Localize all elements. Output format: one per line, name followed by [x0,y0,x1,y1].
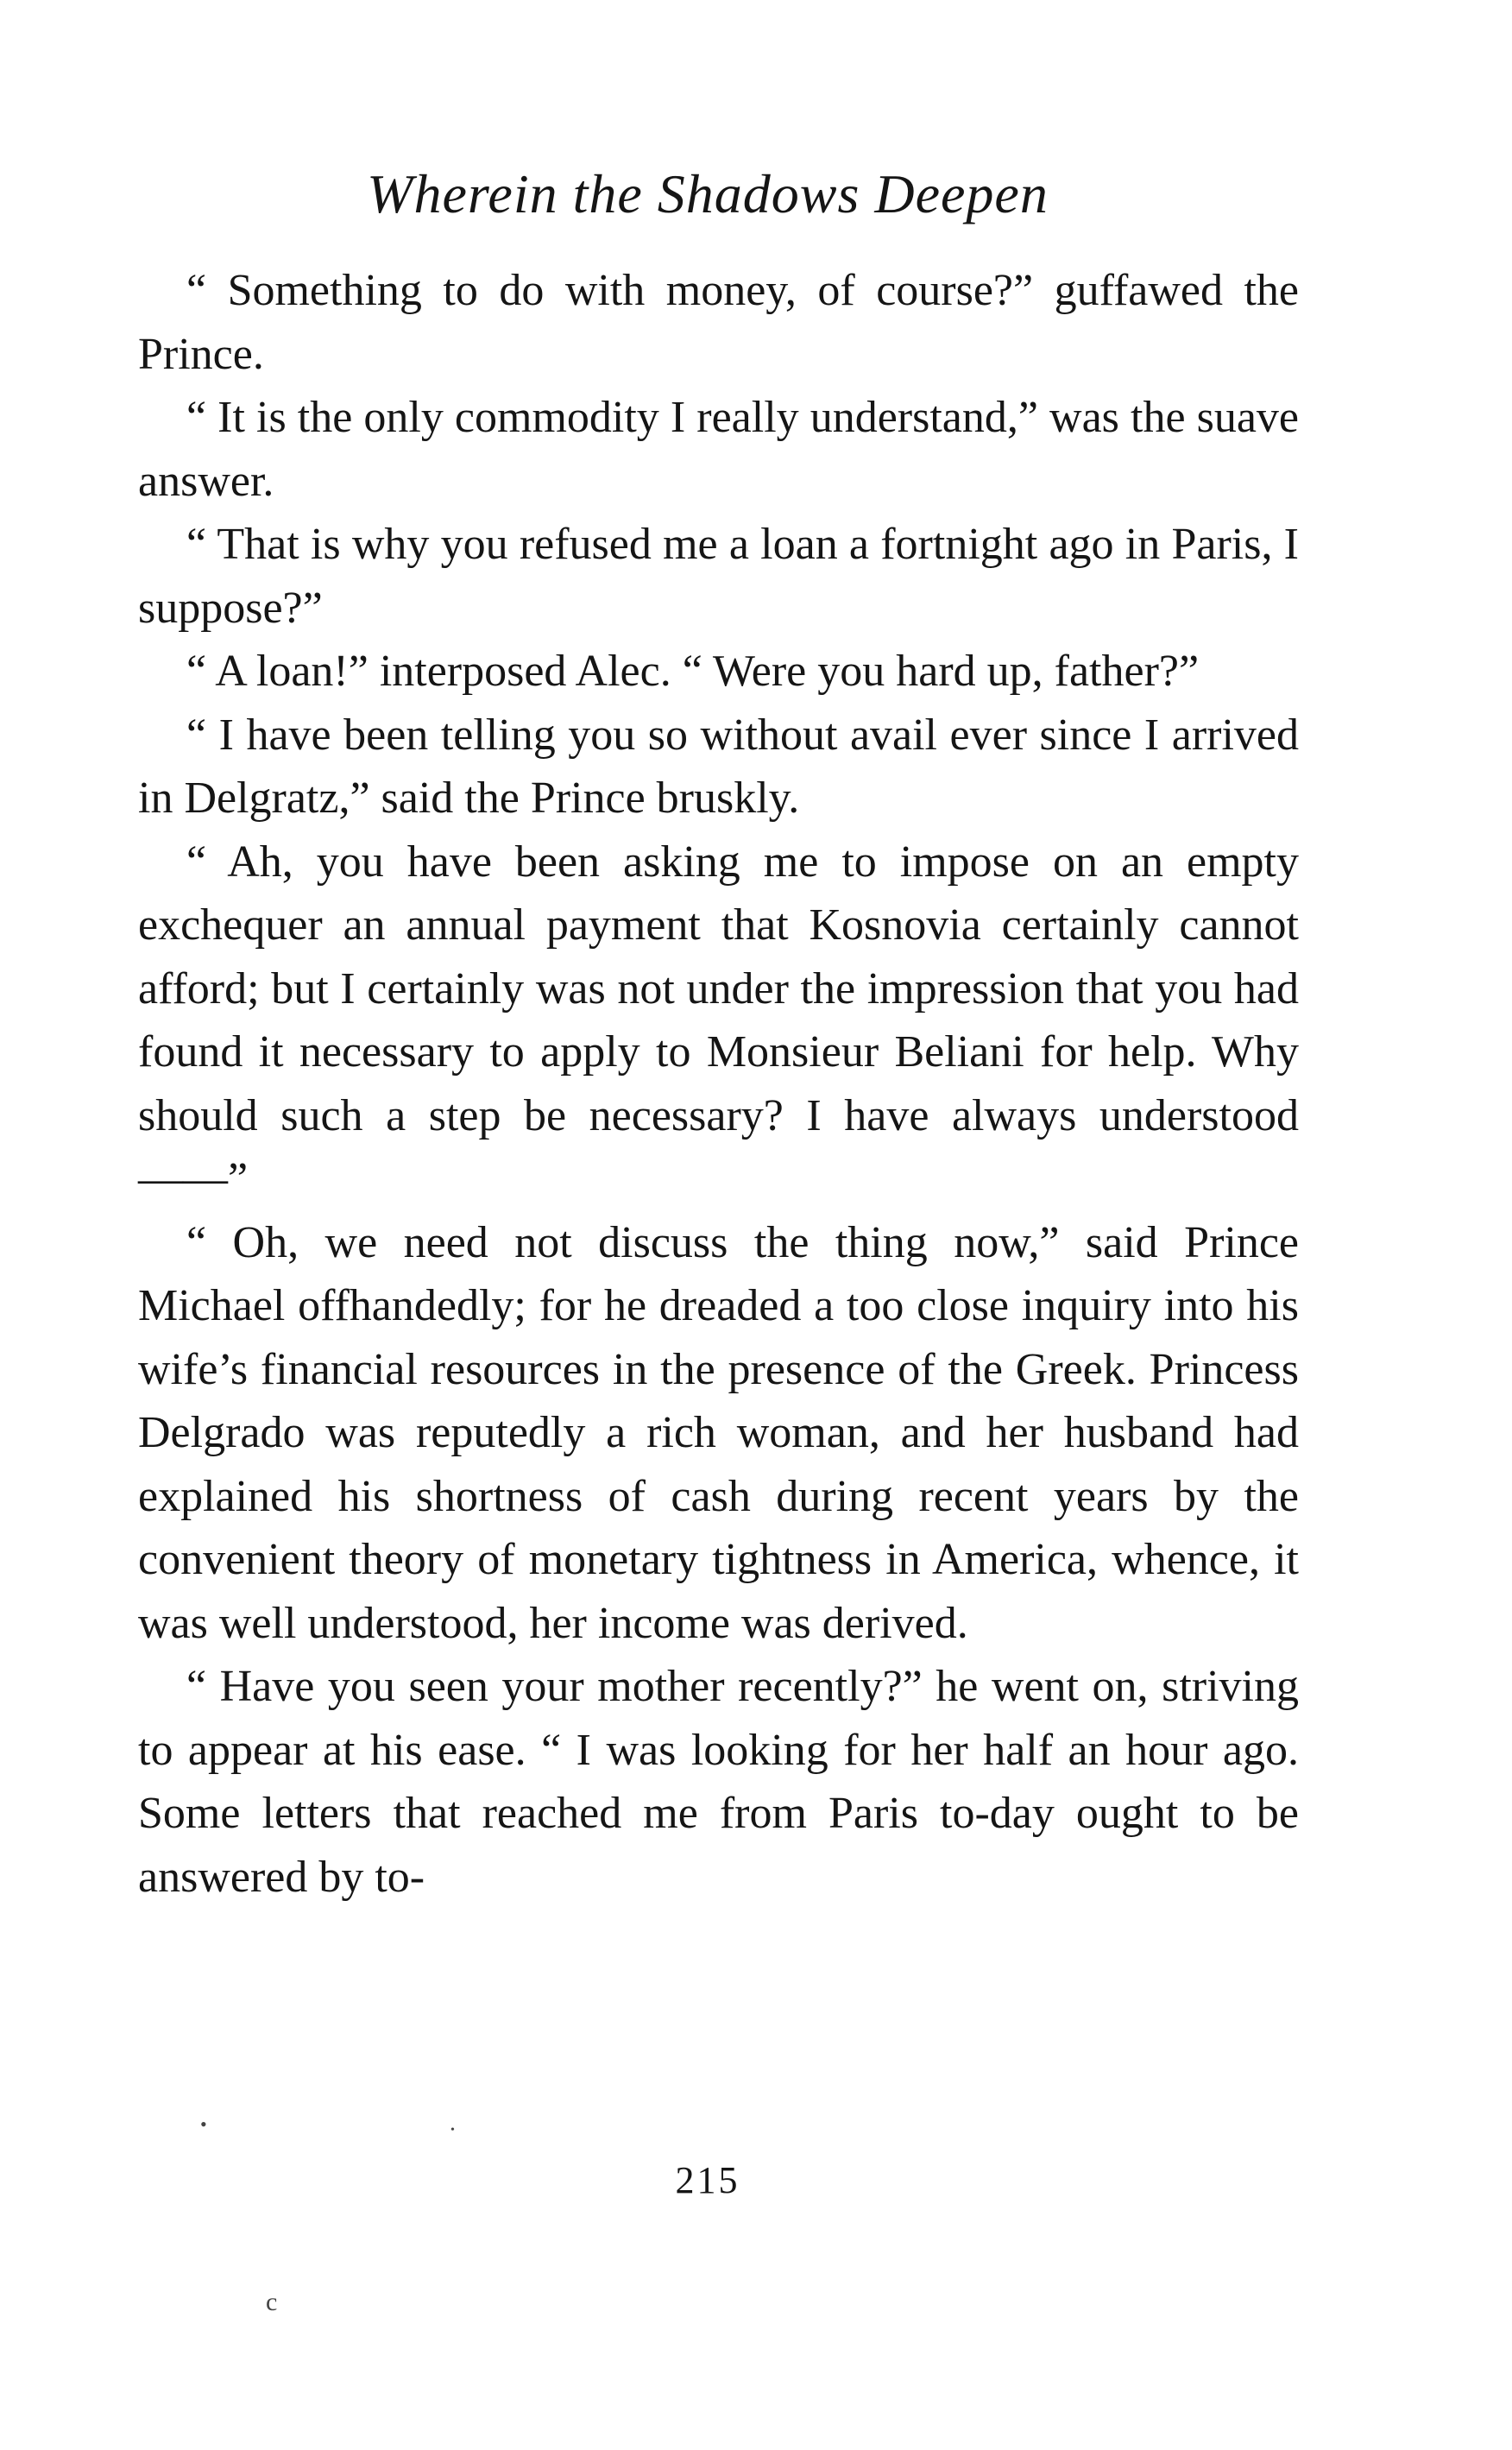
paragraph: “ It is the only commodity I really understand,” was the suave answer. [138,393,1299,506]
paragraph: “ Oh, we need not discuss the thing now,” said Prince Michael offhandedly; for he dreaded a too close inquiry into his wife’s financial resources in the presence of the Greek. Princess Delgrado was reputedly a rich woman, and her husband had explained his shortness of cash during recent years by the convenient theory of monetary tightness in America, whence, it was well understood, her income was derived. [138,1217,1299,1648]
running-header: Wherein the Shadows Deepen [367,163,1049,224]
paragraph: “ A loan!” interposed Alec. “ Were you hard up, father?” [186,647,1200,696]
ink-speck-mark: с [266,2288,278,2316]
ink-speck-mark: • [200,2113,207,2135]
page-number: 215 [675,2159,740,2201]
ink-speck-mark: • [450,2124,455,2137]
paragraph: “ That is why you refused me a loan a fortnight ago in Paris, I suppose?” [138,520,1299,633]
body-text [138,259,1299,1909]
paragraph: “ Have you seen your mother recently?” he went on, striving to appear at his ease. “ I was looking for her half an hour ago. Some letters that reached me from Paris to-day ought to be answered by to- [138,1662,1299,1902]
paragraph: “ Ah, you have been asking me to impose on an empty exchequer an annual payment that Kosnovia certainly cannot afford; but I certainly was not under the impression that you had found it necessary to apply to Monsieur Beliani for help. Why should such a step be necessary? I have always understood——” [138,837,1299,1203]
paragraph: “ Something to do with money, of course?” guffawed the Prince. [138,266,1299,379]
paragraph: “ I have been telling you so without avail ever since I arrived in Delgratz,” said the Prince bruskly. [138,710,1299,823]
